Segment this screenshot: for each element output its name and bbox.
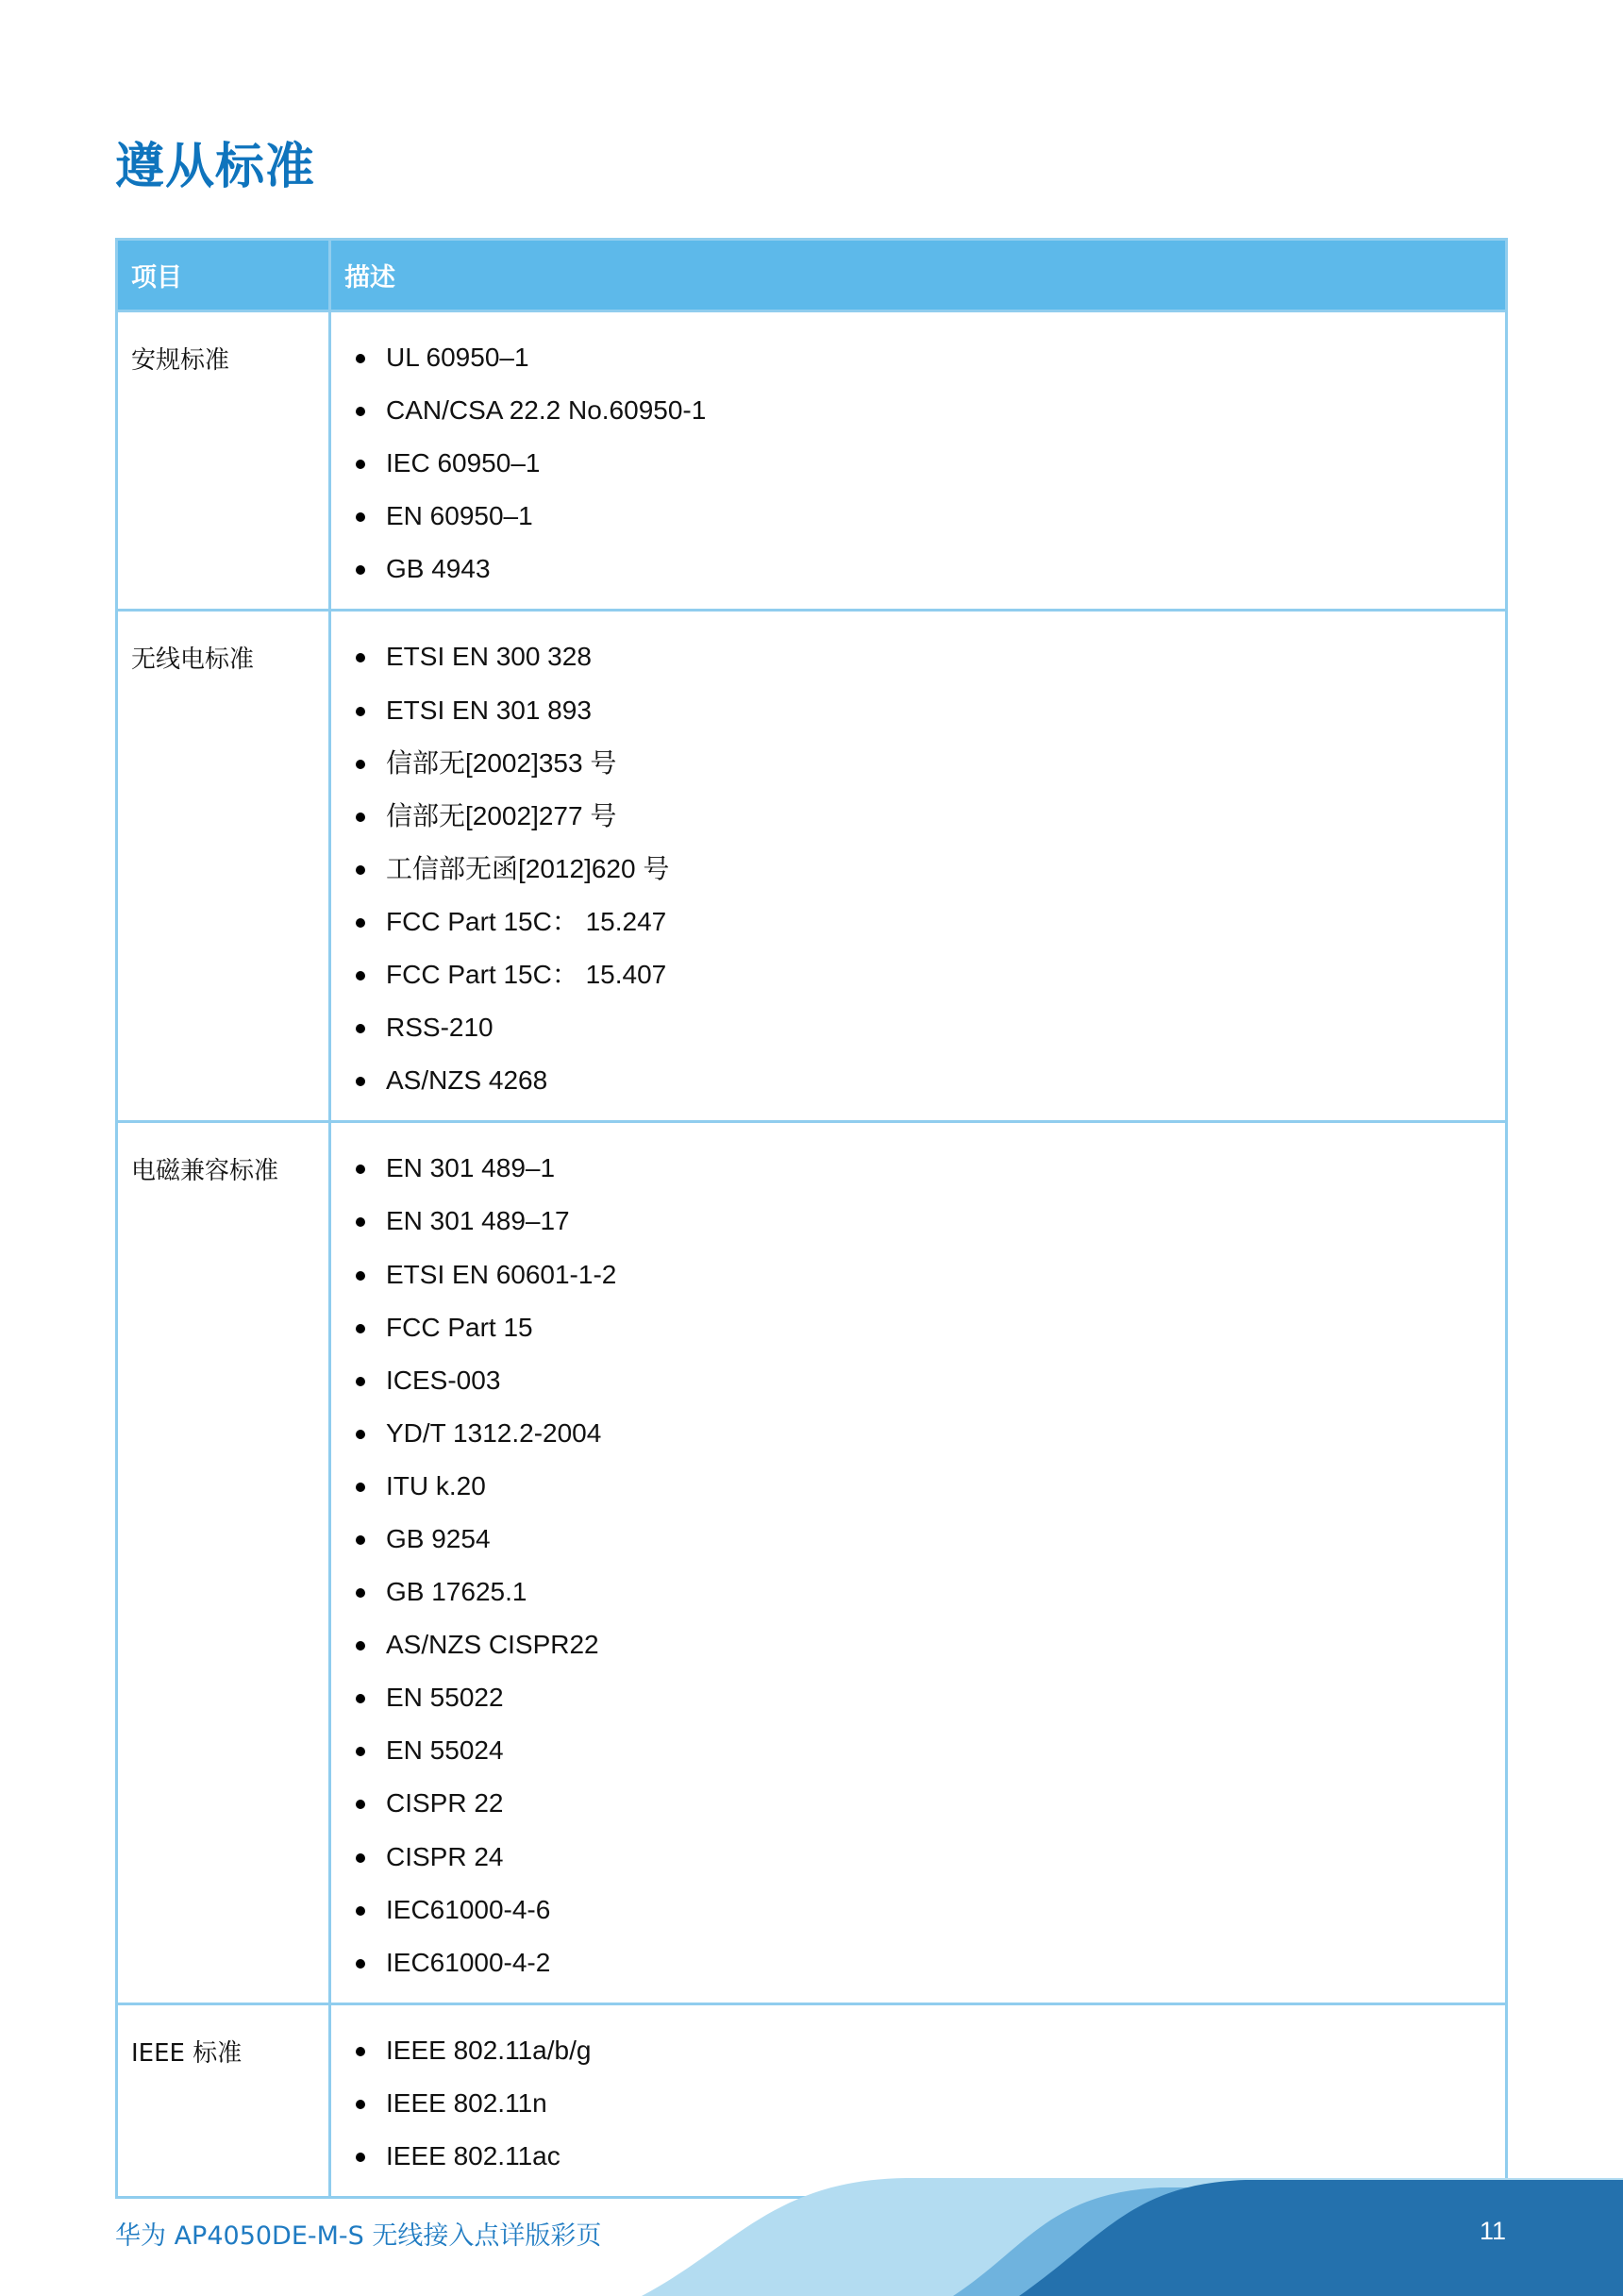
standard-entry: IEC 60950–1: [348, 437, 1505, 490]
standard-entry: IEEE 802.11ac: [348, 2130, 1505, 2183]
table-row: [117, 2003, 1507, 2197]
standard-entry: GB 9254: [348, 1513, 1505, 1566]
standard-entry: EN 60950–1: [348, 490, 1505, 543]
standard-list: [348, 331, 1505, 595]
standard-entry: FCC Part 15: [348, 1301, 1505, 1354]
standard-entry: UL 60950–1: [348, 331, 1505, 384]
standards-table: [115, 238, 1508, 2199]
standard-entry: 信部无[2002]277 号: [348, 790, 1505, 843]
standard-entry: GB 17625.1: [348, 1566, 1505, 1618]
standard-entry: EN 55022: [348, 1671, 1505, 1724]
table-row: [117, 611, 1507, 1122]
standard-entry: CISPR 24: [348, 1831, 1505, 1884]
standard-entry: EN 55024: [348, 1724, 1505, 1777]
standard-entry: IEEE 802.11n: [348, 2077, 1505, 2130]
standard-entry: CISPR 22: [348, 1777, 1505, 1830]
standard-entry: ETSI EN 301 893: [348, 684, 1505, 737]
standard-category: 电磁兼容标准: [117, 1122, 330, 2004]
footer-document-title: 华为 AP4050DE-M-S 无线接入点详版彩页: [115, 2221, 602, 2251]
table-header-row: [117, 240, 1507, 311]
standard-entry: 工信部无函[2012]620 号: [348, 843, 1505, 896]
standard-category: 安规标准: [117, 311, 330, 611]
page-title: 遵从标准: [115, 139, 316, 195]
standard-entry: YD/T 1312.2-2004: [348, 1407, 1505, 1460]
standard-category: 无线电标准: [117, 611, 330, 1122]
standard-list: [348, 1142, 1505, 1989]
standard-list: [348, 2024, 1505, 2183]
standard-list-cell: [330, 311, 1507, 611]
standard-entry: IEEE 802.11a/b/g: [348, 2024, 1505, 2077]
standard-entry: AS/NZS CISPR22: [348, 1618, 1505, 1671]
standard-entry: IEC61000-4-2: [348, 1936, 1505, 1989]
standard-entry: AS/NZS 4268: [348, 1054, 1505, 1107]
standard-entry: 信部无[2002]353 号: [348, 737, 1505, 790]
standard-entry: EN 301 489–17: [348, 1195, 1505, 1248]
table-row: [117, 1122, 1507, 2004]
page-number: 11: [1480, 2217, 1507, 2245]
standard-entry: ITU k.20: [348, 1460, 1505, 1513]
column-header-item: 项目: [117, 240, 330, 311]
column-header-description: 描述: [330, 240, 1507, 311]
standard-entry: FCC Part 15C： 15.407: [348, 948, 1505, 1001]
standard-entry: FCC Part 15C： 15.247: [348, 896, 1505, 948]
standard-entry: ICES-003: [348, 1354, 1505, 1407]
standard-list-cell: [330, 2003, 1507, 2197]
standard-entry: GB 4943: [348, 543, 1505, 595]
standard-entry: ETSI EN 60601-1-2: [348, 1249, 1505, 1301]
standard-entry: ETSI EN 300 328: [348, 630, 1505, 683]
standard-list-cell: [330, 1122, 1507, 2004]
table-row: [117, 311, 1507, 611]
standard-entry: EN 301 489–1: [348, 1142, 1505, 1195]
standard-entry: CAN/CSA 22.2 No.60950-1: [348, 384, 1505, 437]
standard-entry: IEC61000-4-6: [348, 1884, 1505, 1936]
standard-list: [348, 630, 1505, 1107]
standard-category: IEEE 标准: [117, 2003, 330, 2197]
standard-entry: RSS-210: [348, 1001, 1505, 1054]
standard-list-cell: [330, 611, 1507, 1122]
